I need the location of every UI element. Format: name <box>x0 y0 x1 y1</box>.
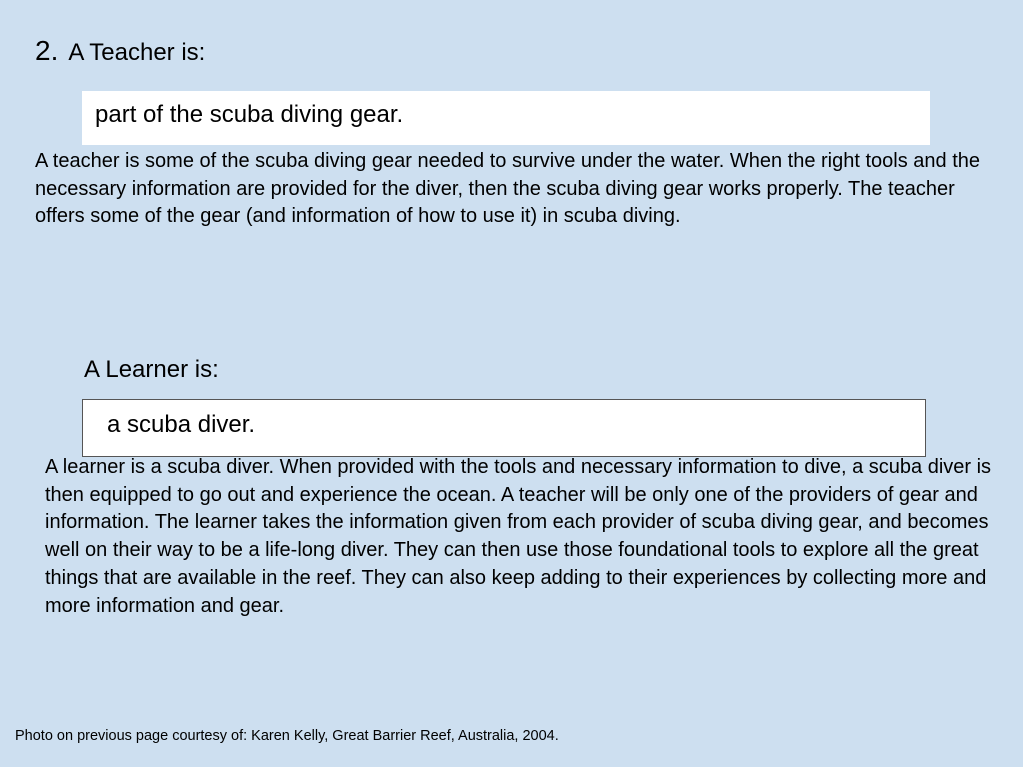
learner-heading: A Learner is: <box>84 356 219 383</box>
photo-credit: Photo on previous page courtesy of: Karen Kelly, Great Barrier Reef, Australia, 2004. <box>15 728 559 744</box>
teacher-answer-box: part of the scuba diving gear. <box>82 91 930 145</box>
question-number: 2. <box>35 35 59 66</box>
learner-paragraph: A learner is a scuba diver. When provided with the tools and necessary information to dive, a scuba diver is then equipped to go out and experience the ocean. A teacher will be only one of the providers of gear and information. The learner takes the information given from each provider of scuba diving gear, and becomes well on their way to be a life-long diver. They can then use those foundational tools to explore all the great things that are available in the reef. They can also keep adding to their experiences by collecting more and more information and gear. <box>45 456 992 617</box>
teacher-paragraph: A teacher is some of the scuba diving gear needed to survive under the water. When the right tools and the necessary information are provided for the diver, then the scuba diving gear works properly. The teacher offers some of the gear (and information of how to use it) in scuba diving. <box>35 150 981 228</box>
learner-answer-box: a scuba diver. <box>82 399 926 457</box>
teacher-heading-text: A Teacher is: <box>68 39 206 66</box>
teacher-heading <box>35 35 205 69</box>
